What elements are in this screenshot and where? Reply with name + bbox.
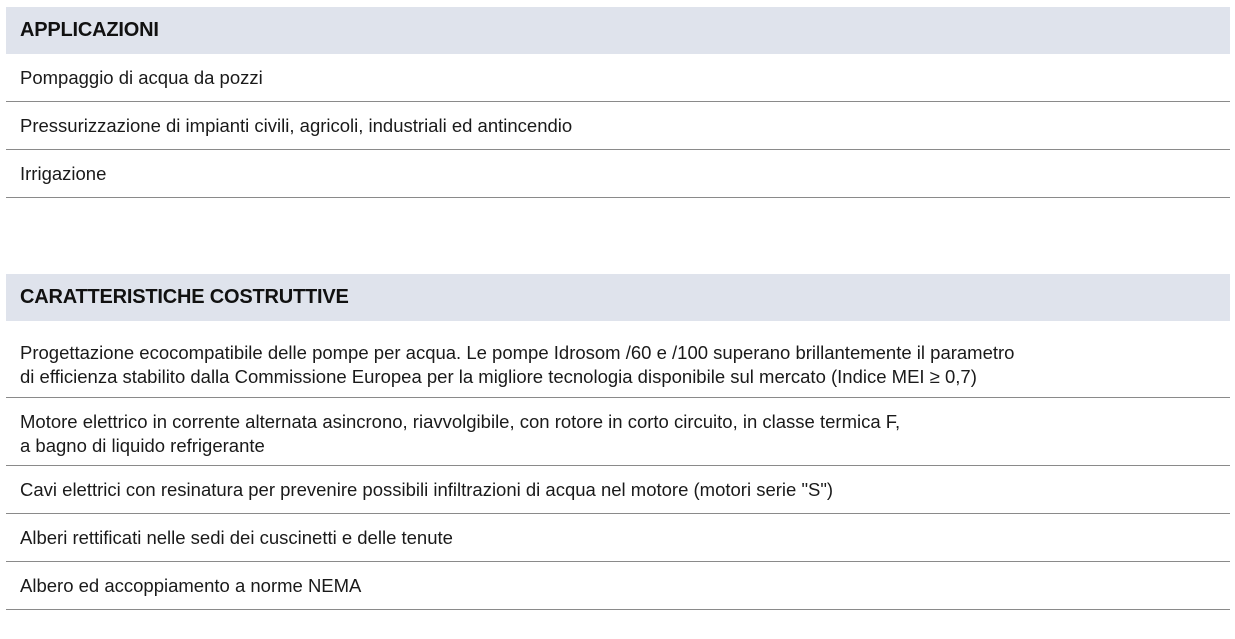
list-item [6, 54, 1230, 102]
list-item-text: Cavi elettrici con resinatura per prevenire possibili infiltrazioni di acqua nel motore (motori serie "S") [20, 478, 834, 500]
list-item-text: Pompaggio di acqua da pozzi [20, 66, 263, 88]
applicazioni-section [6, 7, 1230, 198]
caratteristiche-header [6, 274, 1230, 321]
list-item [6, 398, 1230, 466]
caratteristiche-title: CARATTERISTICHE COSTRUTTIVE [20, 286, 349, 308]
applicazioni-header [6, 7, 1230, 54]
list-item [6, 321, 1230, 398]
list-item [6, 514, 1230, 562]
list-item [6, 466, 1230, 514]
list-item [6, 150, 1230, 198]
list-item-text: Albero ed accoppiamento a norme NEMA [20, 574, 362, 596]
caratteristiche-section [6, 274, 1230, 610]
list-item-text: Alberi rettificati nelle sedi dei cuscinetti e delle tenute [20, 526, 453, 548]
list-item-text: Motore elettrico in corrente alternata asincrono, riavvolgibile, con rotore in corto circuito, in classe termica F, a bagno di liquido refrigerante [20, 410, 901, 456]
applicazioni-title: APPLICAZIONI [20, 19, 159, 41]
list-item [6, 102, 1230, 150]
list-item-text: Progettazione ecocompatibile delle pompe per acqua. Le pompe Idrosom /60 e /100 superano brillantemente il parametro di efficienza stabilito dalla Commissione Europea per la migliore tecnologia disponibile sul mercato (Indice MEI ≥ 0,7) [20, 342, 1015, 387]
list-item-text: Pressurizzazione di impianti civili, agricoli, industriali ed antincendio [20, 114, 573, 136]
list-item-text: Irrigazione [20, 162, 107, 184]
list-item [6, 562, 1230, 610]
